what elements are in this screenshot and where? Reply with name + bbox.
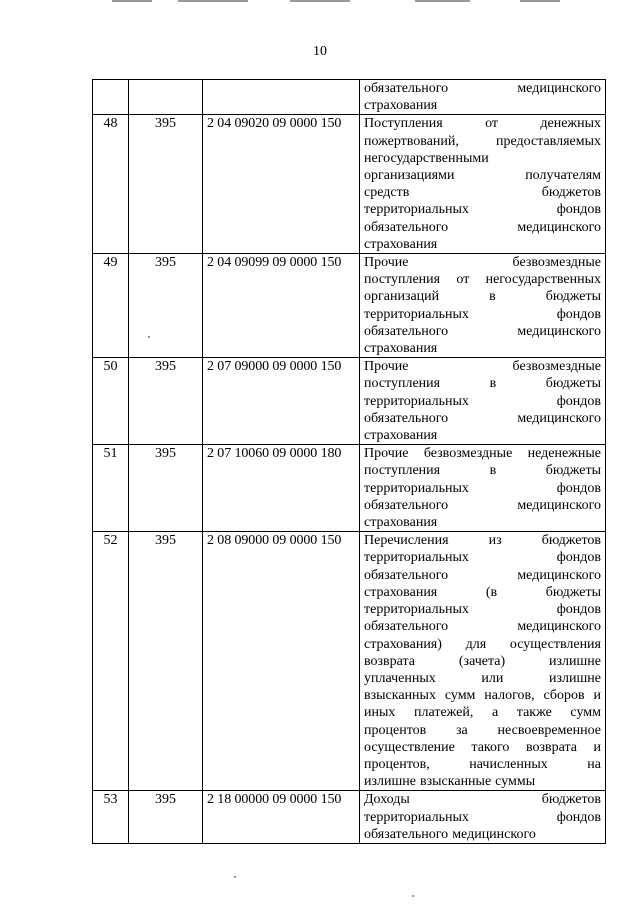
budget-code-cell: 2 04 09020 09 0000 150 bbox=[203, 115, 360, 254]
scan-edge-mark bbox=[290, 0, 350, 2]
income-name-line: территориальных фондов bbox=[364, 550, 601, 566]
scan-edge-mark bbox=[415, 0, 470, 2]
income-name-line: страхования bbox=[364, 98, 438, 114]
income-name-cell bbox=[360, 532, 606, 791]
income-name-line: обязательного медицинского bbox=[364, 323, 601, 339]
table-row bbox=[93, 115, 606, 254]
income-name-cell bbox=[360, 358, 606, 445]
income-name-cell bbox=[360, 791, 606, 844]
income-name-line: обязательного медицинского bbox=[364, 81, 601, 96]
table-row bbox=[93, 532, 606, 791]
income-name-line: обязательного медицинского bbox=[364, 497, 601, 513]
table-row bbox=[93, 791, 606, 844]
income-name-line: пожертвований, предоставляемых bbox=[364, 133, 601, 149]
admin-code-cell: 395 bbox=[129, 445, 203, 532]
income-name-line: страхования bbox=[364, 236, 438, 252]
row-number-cell: 53 bbox=[93, 791, 129, 844]
income-name-line: взысканных сумм налогов, сборов и bbox=[364, 688, 601, 704]
admin-code-cell: 395 bbox=[129, 791, 203, 844]
income-name-cell bbox=[360, 80, 606, 115]
table-row bbox=[93, 80, 606, 115]
income-name-line: Прочие безвозмездные bbox=[364, 255, 601, 271]
income-name-line: страхования) для осуществления bbox=[364, 636, 601, 652]
income-name-line: страхования (в бюджеты bbox=[364, 584, 601, 600]
income-name-line: страхования bbox=[364, 341, 438, 357]
income-name-line: поступления от негосударственных bbox=[364, 272, 601, 288]
income-name-line: средств бюджетов bbox=[364, 185, 601, 201]
income-name-line: территориальных фондов bbox=[364, 306, 601, 322]
row-number-cell: 51 bbox=[93, 445, 129, 532]
income-name-line: территориальных фондов bbox=[364, 809, 601, 825]
income-name-line: поступления в бюджеты bbox=[364, 463, 601, 479]
table-row bbox=[93, 254, 606, 358]
income-name-line: осуществление такого возврата и bbox=[364, 739, 601, 755]
income-name-line: процентов за несвоевременное bbox=[364, 722, 601, 738]
income-name-line: организаций в бюджеты bbox=[364, 289, 601, 305]
row-number-cell: 48 bbox=[93, 115, 129, 254]
income-name-line: Прочие безвозмездные bbox=[364, 359, 601, 375]
admin-code-cell bbox=[129, 80, 203, 115]
income-name-line: страхования bbox=[364, 515, 438, 531]
budget-code-cell bbox=[203, 80, 360, 115]
admin-code-cell: 395 bbox=[129, 358, 203, 445]
income-name-line: обязательного медицинского bbox=[364, 826, 536, 842]
income-name-line: территориальных фондов bbox=[364, 393, 601, 409]
income-name-line: иных платежей, а также сумм bbox=[364, 705, 601, 721]
income-name-cell bbox=[360, 254, 606, 358]
admin-code-cell: 395 bbox=[129, 254, 203, 358]
scan-speck bbox=[412, 895, 414, 897]
income-name-line: процентов, начисленных на bbox=[364, 756, 601, 772]
income-name-line: излишне взысканные суммы bbox=[364, 774, 536, 790]
budget-code-cell: 2 04 09099 09 0000 150 bbox=[203, 254, 360, 358]
income-name-line: территориальных фондов bbox=[364, 480, 601, 496]
income-name-line: возврата (зачета) излишне bbox=[364, 653, 601, 669]
table-body bbox=[93, 80, 606, 844]
table-row bbox=[93, 358, 606, 445]
income-name-cell bbox=[360, 115, 606, 254]
scan-edge-mark bbox=[520, 0, 560, 2]
income-name-line: обязательного медицинского bbox=[364, 567, 601, 583]
budget-code-cell: 2 07 10060 09 0000 180 bbox=[203, 445, 360, 532]
scan-edge-mark bbox=[112, 0, 152, 2]
row-number-cell: 49 bbox=[93, 254, 129, 358]
budget-code-cell: 2 08 09000 09 0000 150 bbox=[203, 532, 360, 791]
income-name-line: Перечисления из бюджетов bbox=[364, 533, 601, 549]
income-name-line: Доходы бюджетов bbox=[364, 792, 601, 808]
table-row bbox=[93, 445, 606, 532]
scan-edge-mark bbox=[178, 0, 248, 2]
scan-speck bbox=[234, 876, 236, 878]
admin-code-cell: 395 bbox=[129, 115, 203, 254]
row-number-cell bbox=[93, 80, 129, 115]
income-name-line: страхования bbox=[364, 428, 438, 444]
income-name-line: организациями получателям bbox=[364, 168, 601, 184]
income-name-line: Прочие безвозмездные неденежные bbox=[364, 446, 601, 462]
income-name-line: обязательного медицинского bbox=[364, 219, 601, 235]
income-name-line: территориальных фондов bbox=[364, 602, 601, 618]
page-number: 10 bbox=[313, 44, 327, 59]
income-name-line: поступления в бюджеты bbox=[364, 376, 601, 392]
budget-code-cell: 2 07 09000 09 0000 150 bbox=[203, 358, 360, 445]
income-name-cell bbox=[360, 445, 606, 532]
income-name-line: обязательного медицинского bbox=[364, 410, 601, 426]
income-name-line: Поступления от денежных bbox=[364, 116, 601, 132]
row-number-cell: 50 bbox=[93, 358, 129, 445]
income-name-line: негосударственными bbox=[364, 150, 489, 166]
income-name-line: территориальных фондов bbox=[364, 202, 601, 218]
income-name-line: обязательного медицинского bbox=[364, 619, 601, 635]
income-name-line: уплаченных или излишне bbox=[364, 670, 601, 686]
income-codes-table bbox=[92, 79, 606, 844]
admin-code-cell: 395 bbox=[129, 532, 203, 791]
row-number-cell: 52 bbox=[93, 532, 129, 791]
scan-speck bbox=[148, 336, 150, 338]
budget-code-cell: 2 18 00000 09 0000 150 bbox=[203, 791, 360, 844]
